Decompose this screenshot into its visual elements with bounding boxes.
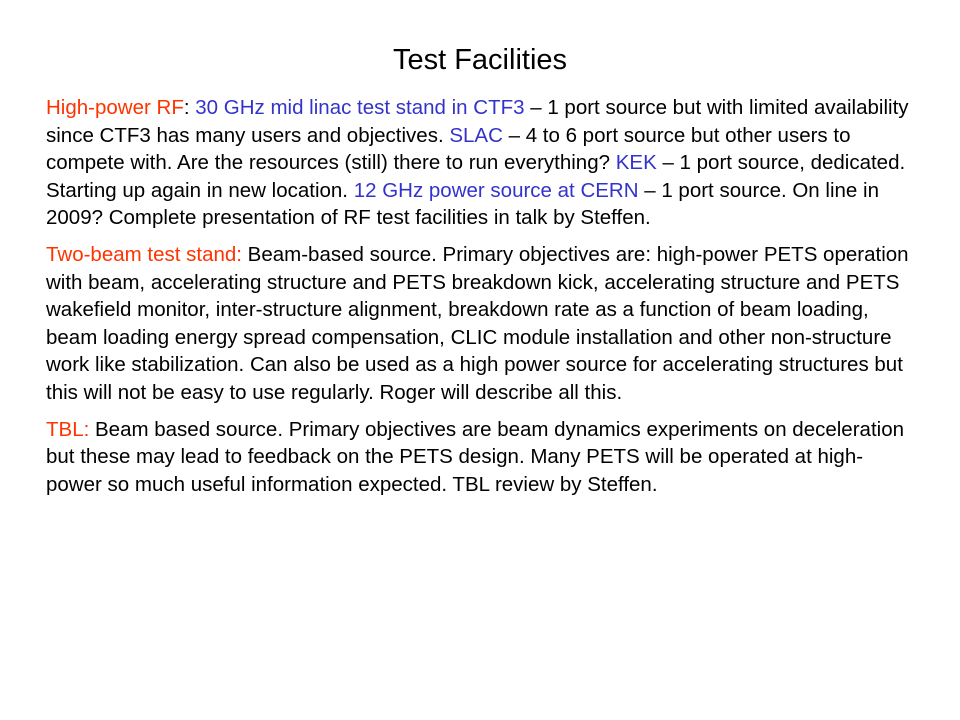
paragraph-two-beam-test-stand xyxy=(46,241,916,407)
paragraph-tbl xyxy=(46,416,916,499)
label-tbl: TBL: xyxy=(46,417,90,441)
text-segment: – 4 to 6 port source but other users to compete with. Are the resources (still) there to run everything? xyxy=(46,123,851,175)
text-segment: Beam based source. Primary objectives are beam dynamics experiments on deceleration but these may lead to feedback on the PETS design. Many PETS will be operated at high-power so much useful information expected. TBL review by Steffen. xyxy=(46,417,904,496)
paragraph-high-power-rf xyxy=(46,94,916,232)
text-segment: : xyxy=(183,96,196,119)
highlight-12ghz-cern: 12 GHz power source at CERN xyxy=(353,178,639,202)
slide-title: Test Facilities xyxy=(392,44,568,76)
highlight-slac: SLAC xyxy=(449,123,503,147)
text-segment: – 1 port source but with limited availability since CTF3 has many users and objectives. xyxy=(46,96,909,147)
slide-body xyxy=(46,94,916,507)
text-segment: – 1 port source. On line in 2009? Complete presentation of RF test facilities in talk by Steffen. xyxy=(46,178,879,230)
text-segment: Beam-based source. Primary objectives are: high-power PETS operation with beam, accelerating structure and PETS breakdown kick, accelerating structure and PETS wakefield monitor, inter-structure alignment, breakdown rate as a function of beam loading, beam loading energy spread compensation, CLIC module installation and other non-structure work like stabilization. Can also be used as a high power source for accelerating structures but this will not be easy to use regularly. Roger will describe all this. xyxy=(46,242,909,404)
highlight-ctf3-test-stand: 30 GHz mid linac test stand in CTF3 xyxy=(195,96,525,119)
highlight-kek: KEK xyxy=(615,151,657,175)
text-segment: – 1 port source, dedicated. Starting up again in new location. xyxy=(46,151,906,202)
label-high-power-rf: High-power RF xyxy=(46,96,184,119)
label-two-beam-test-stand: Two-beam test stand: xyxy=(46,242,242,266)
